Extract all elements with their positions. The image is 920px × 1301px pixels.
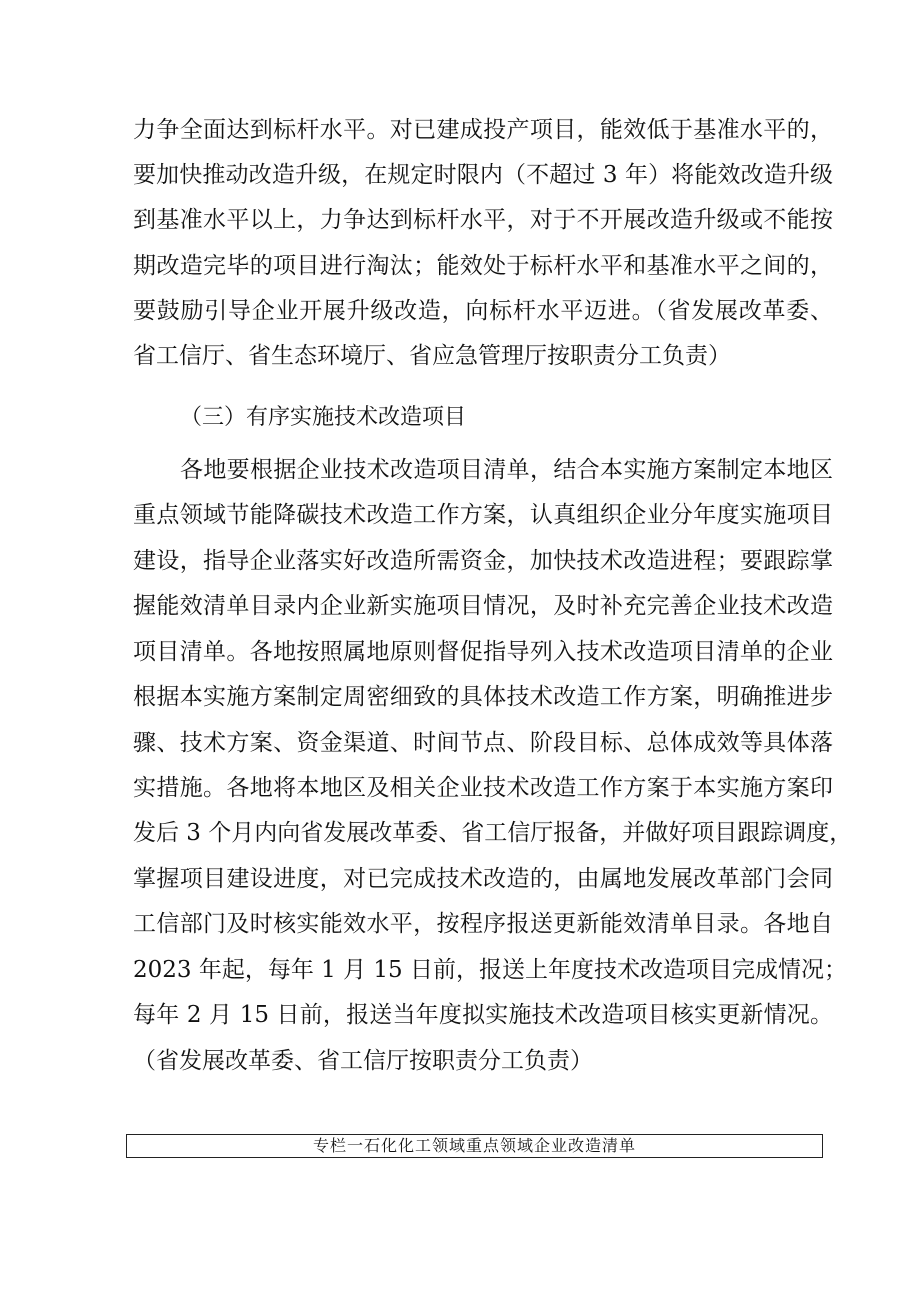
paragraph-line: 要鼓励引导企业开展升级改造，向标杆水平迈进。（省发展改革委、 [133, 298, 833, 324]
paragraph-line: 重点领域节能降碳技术改造工作方案，认真组织企业分年度实施项目 [133, 502, 833, 528]
section-heading: （三）有序实施技术改造项目 [180, 405, 467, 430]
paragraph-line: 根据本实施方案制定周密细致的具体技术改造工作方案，明确推进步 [133, 684, 833, 710]
table-title: 专栏一石化化工领域重点领域企业改造清单 [312, 1136, 636, 1155]
paragraph-line: 2023 年起，每年 1 月 15 日前，报送上年度技术改造项目完成情况； [133, 957, 847, 983]
paragraph-line: 实措施。各地将本地区及相关企业技术改造工作方案于本实施方案印 [133, 775, 833, 801]
paragraph-line: （省发展改革委、省工信厅按职责分工负责） [133, 1048, 593, 1074]
paragraph-line: 发后 3 个月内向省发展改革委、省工信厅报备，并做好项目跟踪调度， [133, 820, 853, 846]
paragraph-line: 到基准水平以上，力争达到标杆水平，对于不开展改造升级或不能按 [133, 207, 833, 233]
paragraph-line: 要加快推动改造升级，在规定时限内（不超过 3 年）将能效改造升级 [133, 162, 833, 188]
paragraph-line: 项目清单。各地按照属地原则督促指导列入技术改造项目清单的企业 [133, 639, 833, 665]
paragraph-line: 工信部门及时核实能效水平，按程序报送更新能效清单目录。各地自 [133, 911, 833, 937]
paragraph-line: 骤、技术方案、资金渠道、时间节点、阶段目标、总体成效等具体落 [133, 730, 833, 756]
paragraph-line: 建设，指导企业落实好改造所需资金，加快技术改造进程；要跟踪掌 [133, 548, 833, 574]
paragraph-line: 省工信厅、省生态环境厅、省应急管理厅按职责分工负责） [133, 343, 731, 369]
paragraph-line: 掌握项目建设进度，对已完成技术改造的，由属地发展改革部门会同 [133, 866, 833, 892]
paragraph-line: 握能效清单目录内企业新实施项目情况，及时补充完善企业技术改造 [133, 593, 833, 619]
paragraph-line: 每年 2 月 15 日前，报送当年度拟实施技术改造项目核实更新情况。 [133, 1002, 833, 1028]
table-header [126, 1134, 823, 1158]
paragraph-line: 力争全面达到标杆水平。对已建成投产项目，能效低于基准水平的， [133, 117, 833, 143]
paragraph-line: 各地要根据企业技术改造项目清单，结合本实施方案制定本地区 [180, 457, 833, 483]
paragraph-line: 期改造完毕的项目进行淘汰；能效处于标杆水平和基准水平之间的， [133, 253, 833, 279]
